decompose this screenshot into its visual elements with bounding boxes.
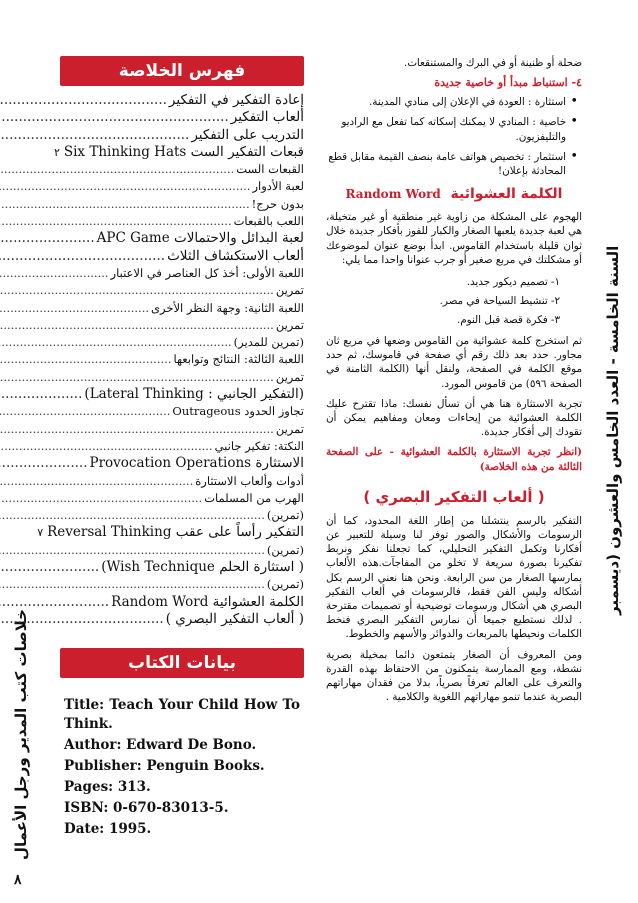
toc-item <box>60 300 304 317</box>
toc-item-label: لعبة الأدوار <box>252 179 304 194</box>
bullet-list <box>326 95 578 178</box>
toc-item <box>60 403 304 420</box>
book-publisher: Publisher: Penguin Books. <box>64 758 265 775</box>
toc-item <box>60 196 304 213</box>
toc-item-label: الهرب من المسلمات <box>204 490 304 505</box>
toc-leader-dots <box>0 576 265 592</box>
toc-item <box>60 507 304 524</box>
toc-item-label: لعبة البدائل والاحتمالات APC Game <box>96 230 304 247</box>
toc-item <box>60 334 304 351</box>
book-pages: Pages: 313. <box>64 779 151 796</box>
toc-leader-dots <box>0 421 274 437</box>
toc-item-label: ألعاب الاستكشاف الثلاث <box>167 247 304 264</box>
toc-item <box>60 611 304 628</box>
toc-item-label: قبعات التفكير الست Six Thinking Hats <box>63 143 304 160</box>
toc-leader-dots <box>0 334 232 350</box>
visual-thinking-paragraph-1: التفكير بالرسم ينتشلنا من إطار اللغة المحدود، كما أن الرسومات والأشكال والصور توفر لنا وسيلة للتعبير عن أفكارنا وتكمل التفكير التحليلي، كما تجعلنا نفكر ونربط تفكيرنا بصورة سريعة لا تخلو من المفاجآت.هذه الألعاب يمارسها الصغار من سن الرابعة. ونحن هنا نعني الرسم بكل أشكاله وليس الفن فقط، فالرسومات في ألعاب التفكير البصري هي أشكال ورسومات توضيحية أو تصميمات مقترحة . لذلك نستطيع جميعا أن نمارس التفكير البصري فنخط الكلمات ونحيطها بالمربعات والدوائر والأسهم والخطوط. <box>326 514 582 641</box>
toc-leader-dots <box>0 369 274 385</box>
toc-item <box>60 421 304 438</box>
toc-leader-dots <box>0 213 232 229</box>
toc-item <box>60 317 304 334</box>
toc-item <box>60 265 304 282</box>
toc-item <box>60 369 304 386</box>
book-data-heading: بيانات الكتاب <box>60 648 304 678</box>
toc-leader-dots <box>0 230 95 246</box>
toc-item <box>60 559 304 576</box>
toc-item-label: القبعات الست <box>236 162 304 177</box>
random-word-paragraph: الهجوم على المشكلة من زاوية غير منطقية أو غير متخيلة، هي لعبة جديدة يلعبها الصغار والكبار للفوز بأفكار جديدة خلال ثوان قليلة باستخدام القاموس. ابدأ بوضع عنوان لموضوعك أو مشكلتك في مربع صغير أو جرب عنوانا واحدا مما يلي: <box>326 211 582 266</box>
toc-item <box>60 576 304 593</box>
toc-leader-dots <box>0 351 171 367</box>
random-word-paragraph-2: ثم استخرج كلمة عشوائية من القاموس وضعها في مربع ثان مجاور. حدد بعد ذلك رقم أي صفحة في قاموسك، ثم حدد موقع الكلمة في الصفحة، ولنقل أنها (الكلمة الثامنة في الصفحة ٥٩٦) من قاموس المورد. <box>326 335 582 390</box>
toc-leader-dots <box>0 490 202 506</box>
toc-item <box>60 490 304 507</box>
toc-leader-dots <box>0 386 82 402</box>
toc-item-label: اللعبة الثالثة: النتائج وتوابعها <box>173 352 304 367</box>
toc-item-label: (تمرين) <box>266 577 304 592</box>
toc-item-label: التفكير رأساً على عقب Reversal Thinking <box>47 524 304 541</box>
toc-item <box>60 455 304 472</box>
toc-item-label: النكتة: تفكير جانبي <box>214 438 304 453</box>
toc-item <box>60 230 304 247</box>
toc-item <box>60 438 304 455</box>
toc-leader-dots <box>0 161 234 177</box>
toc-item <box>53 143 304 161</box>
visual-thinking-paragraph-2: ومن المعروف أن الصغار يتمتعون دائما بمخيلة بصرية نشطة، ومع الممارسة يتمكنون من الاحتفاظ بهذه القدرة والتعرف على العالم تعرفاً بصرياً، بدلا من فقدان مهاراتهم البصرية عندما تنمو مهاراتهم اللغوية والكلامية . <box>326 648 582 704</box>
toc-item-page: ٢ <box>53 145 60 159</box>
toc-item <box>60 248 304 265</box>
reference-note: (انظر تجربة الاستثارة بالكلمة العشوائية - على الصفحة الثالثة من هذه الخلاصة) <box>326 446 582 473</box>
toc-item-label: الكلمة العشوائية Random Word <box>111 593 304 610</box>
toc-item <box>60 213 304 230</box>
toc-item-label: اللعب بالقبعات <box>233 214 304 229</box>
toc-leader-dots <box>0 317 274 333</box>
toc-leader-dots <box>0 248 165 264</box>
toc-leader-dots <box>0 438 213 454</box>
toc-item <box>37 524 304 541</box>
toc-leader-dots <box>0 127 189 143</box>
steps-list <box>326 273 560 330</box>
intro-text: ضحلة أو ظنينة أو في البرك والمستنقعات. <box>403 57 582 69</box>
toc-list <box>37 92 304 628</box>
toc-leader-dots <box>0 455 88 471</box>
toc-item-label: (التفكير الجانبي : Lateral Thinking) <box>84 386 304 403</box>
toc-item-label: تمرين <box>275 421 304 436</box>
toc-item-label: (تمرين للمدير) <box>233 335 304 350</box>
toc-leader-dots <box>0 542 265 558</box>
bullet-item: • استثارة : العودة في الإعلان إلى منادي المدينة. <box>326 95 578 109</box>
toc-leader-dots <box>0 109 229 125</box>
toc-item-label: تجاوز الحدود Outrageous <box>172 404 304 419</box>
toc-item-label: اللعبة الأولى: أخذ كل العناصر في الاعتبار <box>110 265 304 280</box>
visual-thinking-heading: ( ألعاب التفكير البصري ) <box>363 487 545 506</box>
toc-leader-dots <box>0 92 167 108</box>
random-word-heading <box>326 186 582 202</box>
step-item: ٣- فكرة قصة قبل النوم. <box>456 314 560 327</box>
series-vertical-label: خلاصات كتب المدير ورجل الأعمال <box>12 609 30 861</box>
toc-item-label: تمرين <box>275 369 304 384</box>
toc-leader-dots <box>0 507 265 523</box>
toc-item-label: (تمرين) <box>266 542 304 557</box>
toc-item <box>60 351 304 368</box>
toc-leader-dots <box>0 611 164 627</box>
toc-leader-dots <box>0 178 250 194</box>
toc-item-label: تمرين <box>275 283 304 298</box>
toc-leader-dots <box>0 300 149 316</box>
random-word-heading-ar: الكلمة العشوائية <box>450 186 563 203</box>
page-number: ٨ <box>14 872 22 888</box>
step-item: ١- تصميم ديكور جديد. <box>466 276 560 289</box>
toc-item-label: اللعبة الثانية: وجهة النظر الأخرى <box>151 300 304 315</box>
toc-item <box>60 594 304 611</box>
toc-heading: فهرس الخلاصة <box>60 56 304 86</box>
toc-leader-dots <box>0 473 193 489</box>
toc-leader-dots <box>0 282 274 298</box>
book-isbn: ISBN: 0-670-83013-5. <box>64 800 229 817</box>
issue-vertical-label: السنة الخامسة - العدد الخامس والعشرون (ديسمبر <box>604 245 622 615</box>
toc-item <box>60 473 304 490</box>
toc-item-label: ( استثارة الحلم Wish Technique) <box>101 559 304 576</box>
random-word-paragraph-3: تجربة الاستثارة هنا هي أن تسأل نفسك: ماذا تقترح عليك الكلمة العشوائية من إيحاءات ومعان ومفاهيم يمكن أن تقودك إلى أفكار جديدة. <box>326 397 582 439</box>
bullet-item: • استثمار : تخصيص هواتف عامة بنصف القيمة مقابل قطع المحادثة بإعلان! <box>326 150 578 178</box>
toc-leader-dots <box>0 403 170 419</box>
toc-item <box>60 178 304 195</box>
step-item: ٢- تنشيط السياحة في مصر. <box>439 295 560 308</box>
toc-item-label: (تمرين) <box>266 508 304 523</box>
toc-item-label: ألعاب التفكير <box>230 109 304 126</box>
toc-leader-dots <box>0 196 250 212</box>
toc-item <box>60 161 304 178</box>
toc-item <box>60 127 304 144</box>
section-4-heading: ٤- استنباط مبدأ أو خاصية جديدة <box>434 76 582 90</box>
toc-leader-dots <box>0 594 109 610</box>
book-title: Title: Teach Your Child How To Think. <box>64 697 300 733</box>
toc-item <box>60 386 304 403</box>
toc-item <box>60 109 304 126</box>
book-data <box>60 690 304 839</box>
article-column <box>326 56 582 711</box>
book-date: Date: 1995. <box>64 821 152 838</box>
toc-item-label: التدريب على التفكير <box>191 126 304 143</box>
toc-item-label: أدوات وألعاب الاستثارة <box>195 473 304 488</box>
toc-item-label: الاستثارة Provocation Operations <box>89 455 304 472</box>
toc-item <box>60 542 304 559</box>
toc-leader-dots <box>0 265 109 281</box>
left-column <box>37 56 304 841</box>
toc-item-label: تمرين <box>275 317 304 332</box>
toc-item <box>60 92 304 109</box>
book-author: Author: Edward De Bono. <box>64 737 257 754</box>
bullet-item: • خاصية : المنادي لا يمكنك إسكاته كما تفعل مع الراديو والتليفزيون. <box>326 115 578 143</box>
toc-item-label: ( ألعاب التفكير البصري ) <box>165 610 304 627</box>
toc-item-page: ٧ <box>37 526 44 540</box>
random-word-heading-en: Random Word <box>345 187 441 202</box>
toc-leader-dots <box>0 559 99 575</box>
toc-item-label: إعادة التفكير في التفكير <box>168 92 304 108</box>
toc-item <box>60 282 304 299</box>
toc-item-label: بدون حرج! <box>251 196 304 211</box>
